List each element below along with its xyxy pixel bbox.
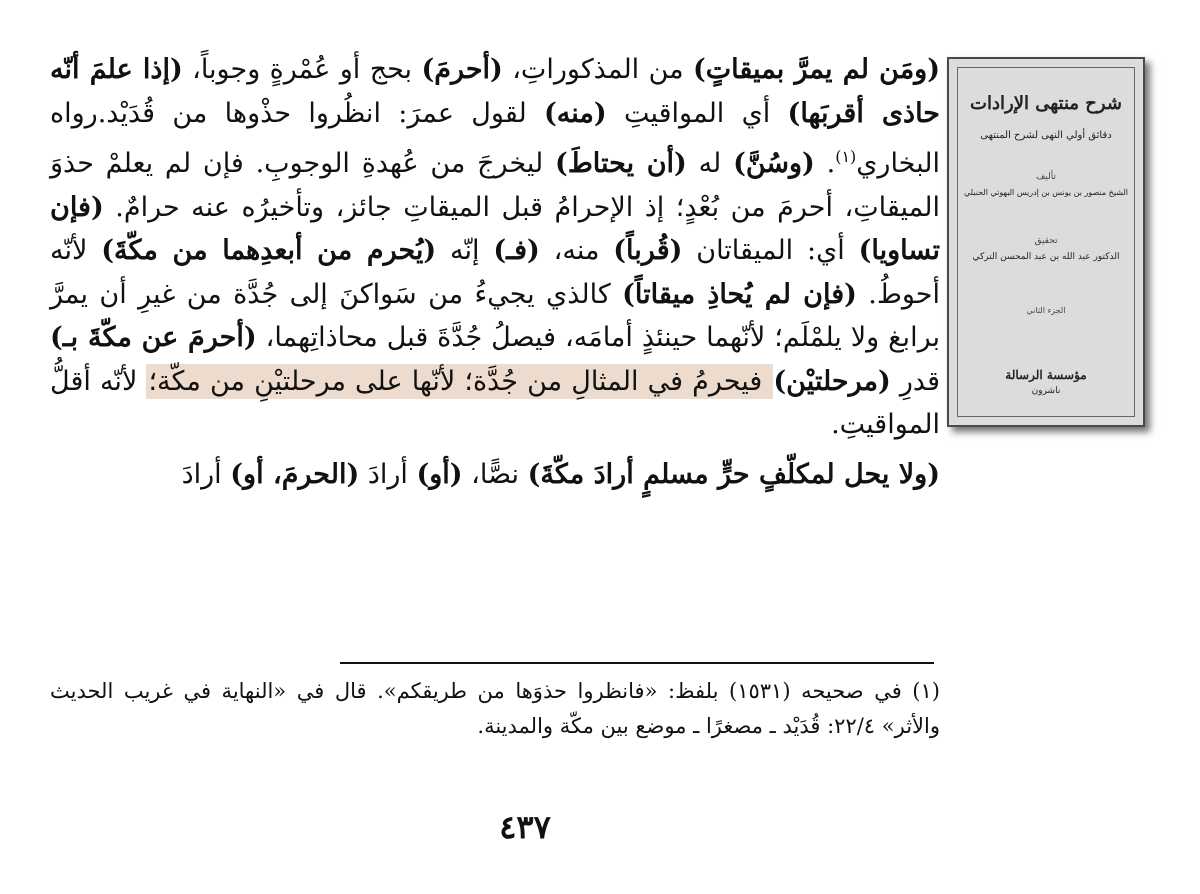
text-run: لقول عمرَ: انظُروا حذْوها من قُدَيْد.رواه البخاري — [50, 97, 940, 179]
main-text — [50, 48, 940, 496]
text-run: لأنّه أحوطُ. — [50, 235, 940, 310]
cover-volume: الجزء الثاني — [1026, 306, 1066, 315]
book-cover-image — [947, 57, 1145, 427]
text-run: . — [814, 148, 836, 179]
bold-phrase: (الحرمَ، أو) — [230, 458, 360, 490]
bold-phrase: (ومَن لم يمرَّ بميقاتٍ) — [692, 54, 940, 85]
cover-authored-by: تأليف — [1035, 172, 1057, 182]
bold-phrase: (وسُنَّ) — [733, 148, 815, 179]
text-run: أرادَ — [181, 458, 231, 490]
cover-author: الشيخ منصور بن يونس بن إدريس البهوتي الحنبلي — [963, 188, 1129, 197]
bold-phrase: (فإن لم يُحاذِ ميقاتاً) — [622, 278, 857, 310]
bold-phrase: (يُحرم من أبعدِهما من مكّةَ) — [101, 235, 437, 266]
bold-phrase: (منه) — [544, 97, 607, 129]
cover-editor: الدكتور عبد الله بن عبد المحسن التركي — [972, 252, 1120, 262]
cover-subtitle: دقائق أولي النهى لشرح المنتهى — [980, 130, 1112, 141]
bold-phrase: (إذا علمَ أنّه حاذى أقربَها) — [50, 54, 941, 129]
footnote-text: (١) في صحيحه (١٥٣١) بلفظ: «فانظروا حذوَها من طريقكم». قال في «النهاية في غريب الحديث والأثر» ٢٢/٤: قُدَيْد ـ مصغرًا ـ موضع بين مكّة والمدينة. — [50, 679, 940, 738]
page-number: ٤٣٧ — [499, 808, 551, 846]
footnote-divider — [340, 662, 934, 664]
text-run: كالذي يجيءُ من سَواكنَ إلى جُدَّة من غيرِ أن يمرَّ برابغ ولا يلمْلَم؛ لأنّهما حينئذٍ أمامَه، فيصلُ جُدَّةَ قبل محاذاتِهما، — [50, 278, 940, 353]
bold-phrase: (أحرمَ عن مكّةَ بـ) — [50, 322, 257, 353]
cover-publisher: مؤسسة الرسالة — [1005, 368, 1087, 382]
text-run: أي المواقيتِ — [606, 97, 788, 129]
bold-phrase: (أحرمَ) — [421, 54, 503, 85]
footnote — [50, 674, 940, 744]
bold-phrase: (ولا يحل لمكلّفٍ حرٍّ مسلمٍ أرادَ مكّةَ) — [527, 458, 940, 490]
paragraph-2 — [50, 453, 940, 497]
bold-phrase: (فـ) — [493, 235, 540, 266]
bold-phrase: (أن يحتاطَ) — [555, 148, 687, 179]
text-run: أي: الميقاتان — [682, 235, 859, 266]
book-cover-border — [957, 67, 1135, 417]
bold-phrase: (قُرباً) — [613, 235, 683, 266]
text-run: نصًّا، — [462, 458, 528, 490]
text-run: بحج أو عُمْرةٍ وجوباً، — [182, 54, 422, 85]
text-run: لأنّه أقلُّ المواقيتِ. — [50, 365, 940, 440]
text-run: ليخرجَ من عُهدةِ الوجوبِ. فإن لم يعلمْ حذوَ الميقاتِ، أحرمَ من بُعْدٍ؛ إذ الإحرامُ قبل الميقاتِ جائز، وتأخيرُه عنه حرامٌ. — [50, 148, 940, 223]
text-run: إنّه — [436, 235, 494, 266]
cover-title: شرح منتهى الإرادات — [970, 93, 1122, 114]
text-run: له — [686, 148, 734, 179]
bold-phrase: (فإن تساويا) — [50, 191, 940, 266]
cover-editor-label: تحقيق — [1034, 236, 1058, 246]
cover-publisher-sub: ناشرون — [1031, 386, 1061, 396]
footnote-marker: (١) — [835, 147, 857, 166]
bold-phrase: (أو) — [416, 458, 463, 490]
paragraph-1 — [50, 48, 940, 447]
text-run: منه، — [539, 235, 614, 266]
highlighted-text: فيحرمُ في المثالِ من جُدَّة؛ لأنّها على مرحلتيْنِ من مكّة؛ — [148, 365, 772, 397]
text-run: من المذكوراتِ، — [502, 54, 693, 85]
text-run: أرادَ — [359, 458, 417, 490]
bold-phrase: (مرحلتيْن) — [773, 365, 891, 397]
text-run: قدرِ — [890, 365, 940, 397]
